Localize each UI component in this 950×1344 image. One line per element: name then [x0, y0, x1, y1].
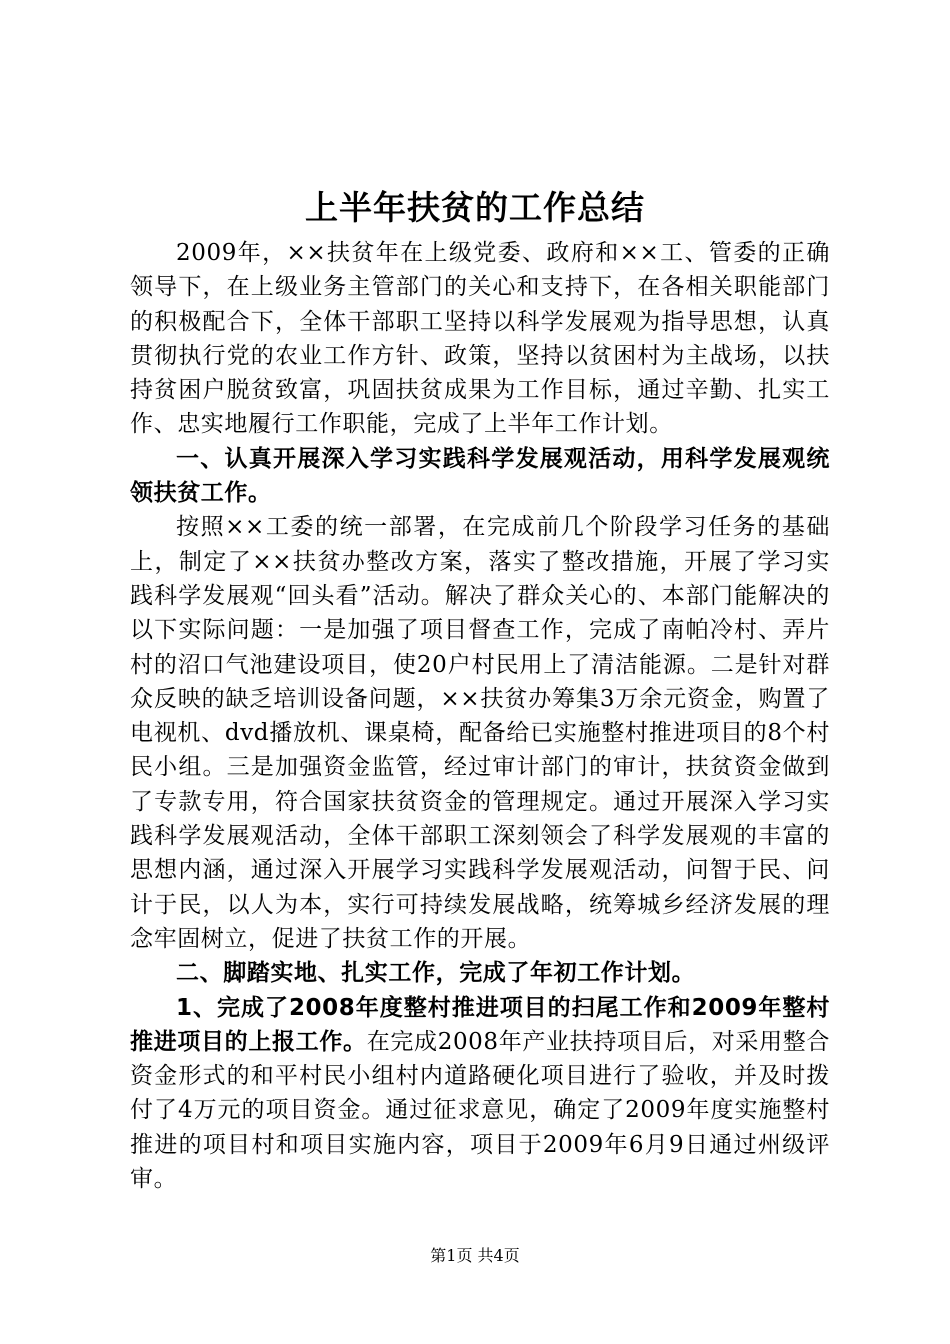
document-title: 上半年扶贫的工作总结 [305, 188, 645, 227]
subsection-1-lead: 1、完成了2008年度整村推进项目的扫尾工作和2009年整村推进项目的上报工作。 [130, 994, 830, 1055]
section-1-paragraph: 按照××工委的统一部署，在完成前几个阶段学习任务的基础上，制定了××扶贫办整改方案，落实了整改措施，开展了学习实践科学发展观“回头看”活动。解决了群众关心的、本部门能解决的以下实际问题：一是加强了项目督查工作，完成了南帕冷村、弄片村的沼口气池建设项目，使20户村民用上了清洁能源。二是针对群众反映的缺乏培训设备问题，××扶贫办筹集3万余元资金，购置了电视机、dvd播放机、课桌椅，配备给已实施整村推进项目的8个村民小组。三是加强资金监管，经过审计部门的审计，扶贫资金做到了专款专用，符合国家扶贫资金的管理规定。通过开展深入学习实践科学发展观活动，全体干部职工深刻领会了科学发展观的丰富的思想内涵，通过深入开展学习实践科学发展观活动，问智于民、问计于民，以人为本，实行可持续发展战略，统筹城乡经济发展的理念牢固树立，促进了扶贫工作的开展。 [130, 514, 830, 952]
section-heading-1: 一、认真开展深入学习实践科学发展观活动，用科学发展观统领扶贫工作。 [130, 445, 830, 507]
page-footer: 第1页 共4页 [430, 1246, 520, 1265]
intro-paragraph: 2009年，××扶贫年在上级党委、政府和××工、管委的正确领导下，在上级业务主管部门的关心和支持下，在各相关职能部门的积极配合下，全体干部职工坚持以科学发展观为指导思想，认真贯彻执行党的农业工作方针、政策，坚持以贫困村为主战场，以扶持贫困户脱贫致富，巩固扶贫成果为工作目标，通过辛勤、扎实工作、忠实地履行工作职能，完成了上半年工作计划。 [130, 240, 830, 438]
subsection-1-body: 在完成2008年产业扶持项目后，对采用整合资金形式的和平村民小组村内道路硬化项目进行了验收，并及时拨付了4万元的项目资金。通过征求意见，确定了2009年度实施整村推进的项目村和项目实施内容，项目于2009年6月9日通过州级评审。 [130, 1028, 831, 1193]
section-heading-2: 二、脚踏实地、扎实工作，完成了年初工作计划。 [176, 960, 696, 987]
document-body [130, 236, 830, 1196]
subsection-1-paragraph [130, 991, 830, 1197]
